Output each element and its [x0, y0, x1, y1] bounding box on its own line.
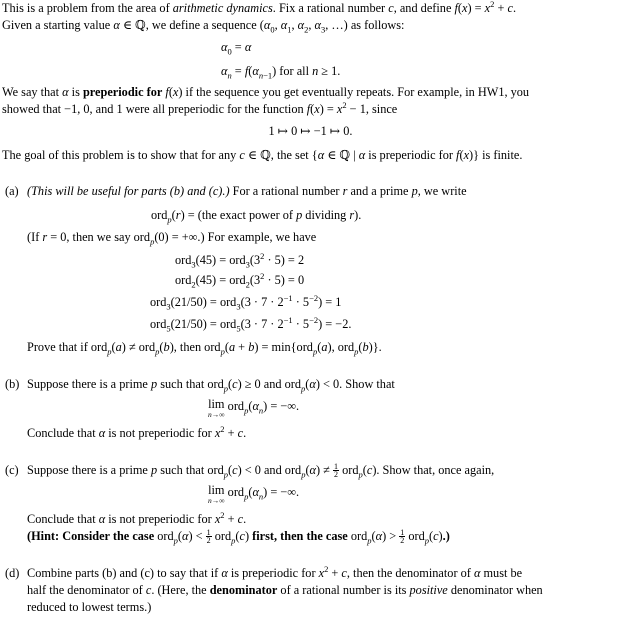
- part-a-zero-case: (If r = 0, then we say ord$_p$(0) = +∞.) For example, we have: [27, 230, 317, 247]
- equation-alpha-zero: $\alpha_0 = \alpha$: [221, 40, 252, 57]
- goal-statement: The goal of this problem is to show that for any c ∈ ℚ, the set {α ∈ ℚ | α is preperiodic for f(x)} is finite.: [2, 148, 523, 162]
- part-d-line-1: Combine parts (b) and (c) to say that if α is preperiodic for $x^2 + c$, then the denominator of α must be: [27, 563, 523, 580]
- part-d-label: (d): [5, 566, 20, 580]
- part-d-line-2: half the denominator of c. (Here, the denominator of a rational number is its positive denominator when: [27, 583, 543, 597]
- part-a-definition: ord$_p$(r) = (the exact power of p dividing r).: [151, 208, 362, 225]
- part-d-line-3: reduced to lowest terms.): [27, 600, 152, 614]
- intro-line-1: This is a problem from the area of arithmetic dynamics. Fix a rational number c, and define $f(x) = x^2 + c$.: [2, 0, 517, 15]
- part-b-conclude: Conclude that α is not preperiodic for $x^2 + c$.: [27, 423, 247, 440]
- part-c-conclude: Conclude that α is not preperiodic for $x^2 + c$.: [27, 509, 247, 526]
- example-1: $ord_3(45) = ord_3(3^2 \cdot 5) = 2$: [175, 250, 305, 270]
- part-c-limit: lim n→∞ $ord_p(\alpha_n)$ = −∞.: [208, 483, 300, 505]
- part-a-label: (a): [5, 184, 19, 198]
- example-4: $ord_5(21/50) = ord_5(3 \cdot 7 \cdot 2^{-1} \cdot 5^{-2}) = -2$.: [150, 314, 352, 334]
- example-2: $ord_2(45) = ord_2(3^2 \cdot 5) = 0$: [175, 270, 305, 290]
- part-b-limit: lim n→∞ $ord_p(\alpha_n)$ = −∞.: [208, 397, 300, 419]
- example-3: $ord_3(21/50) = ord_3(3 \cdot 7 \cdot 2^{-1} \cdot 5^{-2}) = 1$: [150, 292, 342, 312]
- equation-orbit: 1 ↦ 0 ↦ −1 ↦ 0.: [268, 124, 353, 138]
- part-c-hint: (Hint: Consider the case ord$_p$(α) < $\frac{1}{2}$ ord$_p$(c) first, then the case ord$_p$(α) > $\frac{1}{2}$ ord$_p$(c).): [27, 528, 450, 546]
- part-b-label: (b): [5, 377, 20, 391]
- intro-line-4: showed that −1, 0, and 1 were all preperiodic for the function $f(x) = x^2 - 1$, since: [2, 99, 398, 116]
- intro-line-2: Given a starting value α ∈ ℚ, we define a sequence ($\alpha_0$, $\alpha_1$, $\alpha_2$, $\alpha_3$, …) as follows:: [2, 18, 405, 35]
- part-a-prove: Prove that if ord$_p$(a) ≠ ord$_p$(b), then ord$_p$(a + b) = min{ord$_p$(a), ord$_p$(b)}.: [27, 340, 382, 357]
- equation-recurrence: $\alpha_n = f(\alpha_{n-1})$ for all n ≥ 1.: [221, 64, 341, 81]
- part-c-label: (c): [5, 463, 19, 477]
- part-a-intro: (This will be useful for parts (b) and (c).) For a rational number r and a prime p, we write: [27, 184, 467, 198]
- part-b-text: Suppose there is a prime p such that ord$_p$(c) ≥ 0 and ord$_p$(α) < 0. Show that: [27, 377, 395, 394]
- part-c-text: Suppose there is a prime p such that ord$_p$(c) < 0 and ord$_p$(α) ≠ $\frac{1}{2}$ ord$_p$(c). Show that, once again,: [27, 462, 495, 480]
- intro-line-3: We say that α is preperiodic for f(x) if the sequence you get eventually repeats. For example, in HW1, you: [2, 85, 530, 99]
